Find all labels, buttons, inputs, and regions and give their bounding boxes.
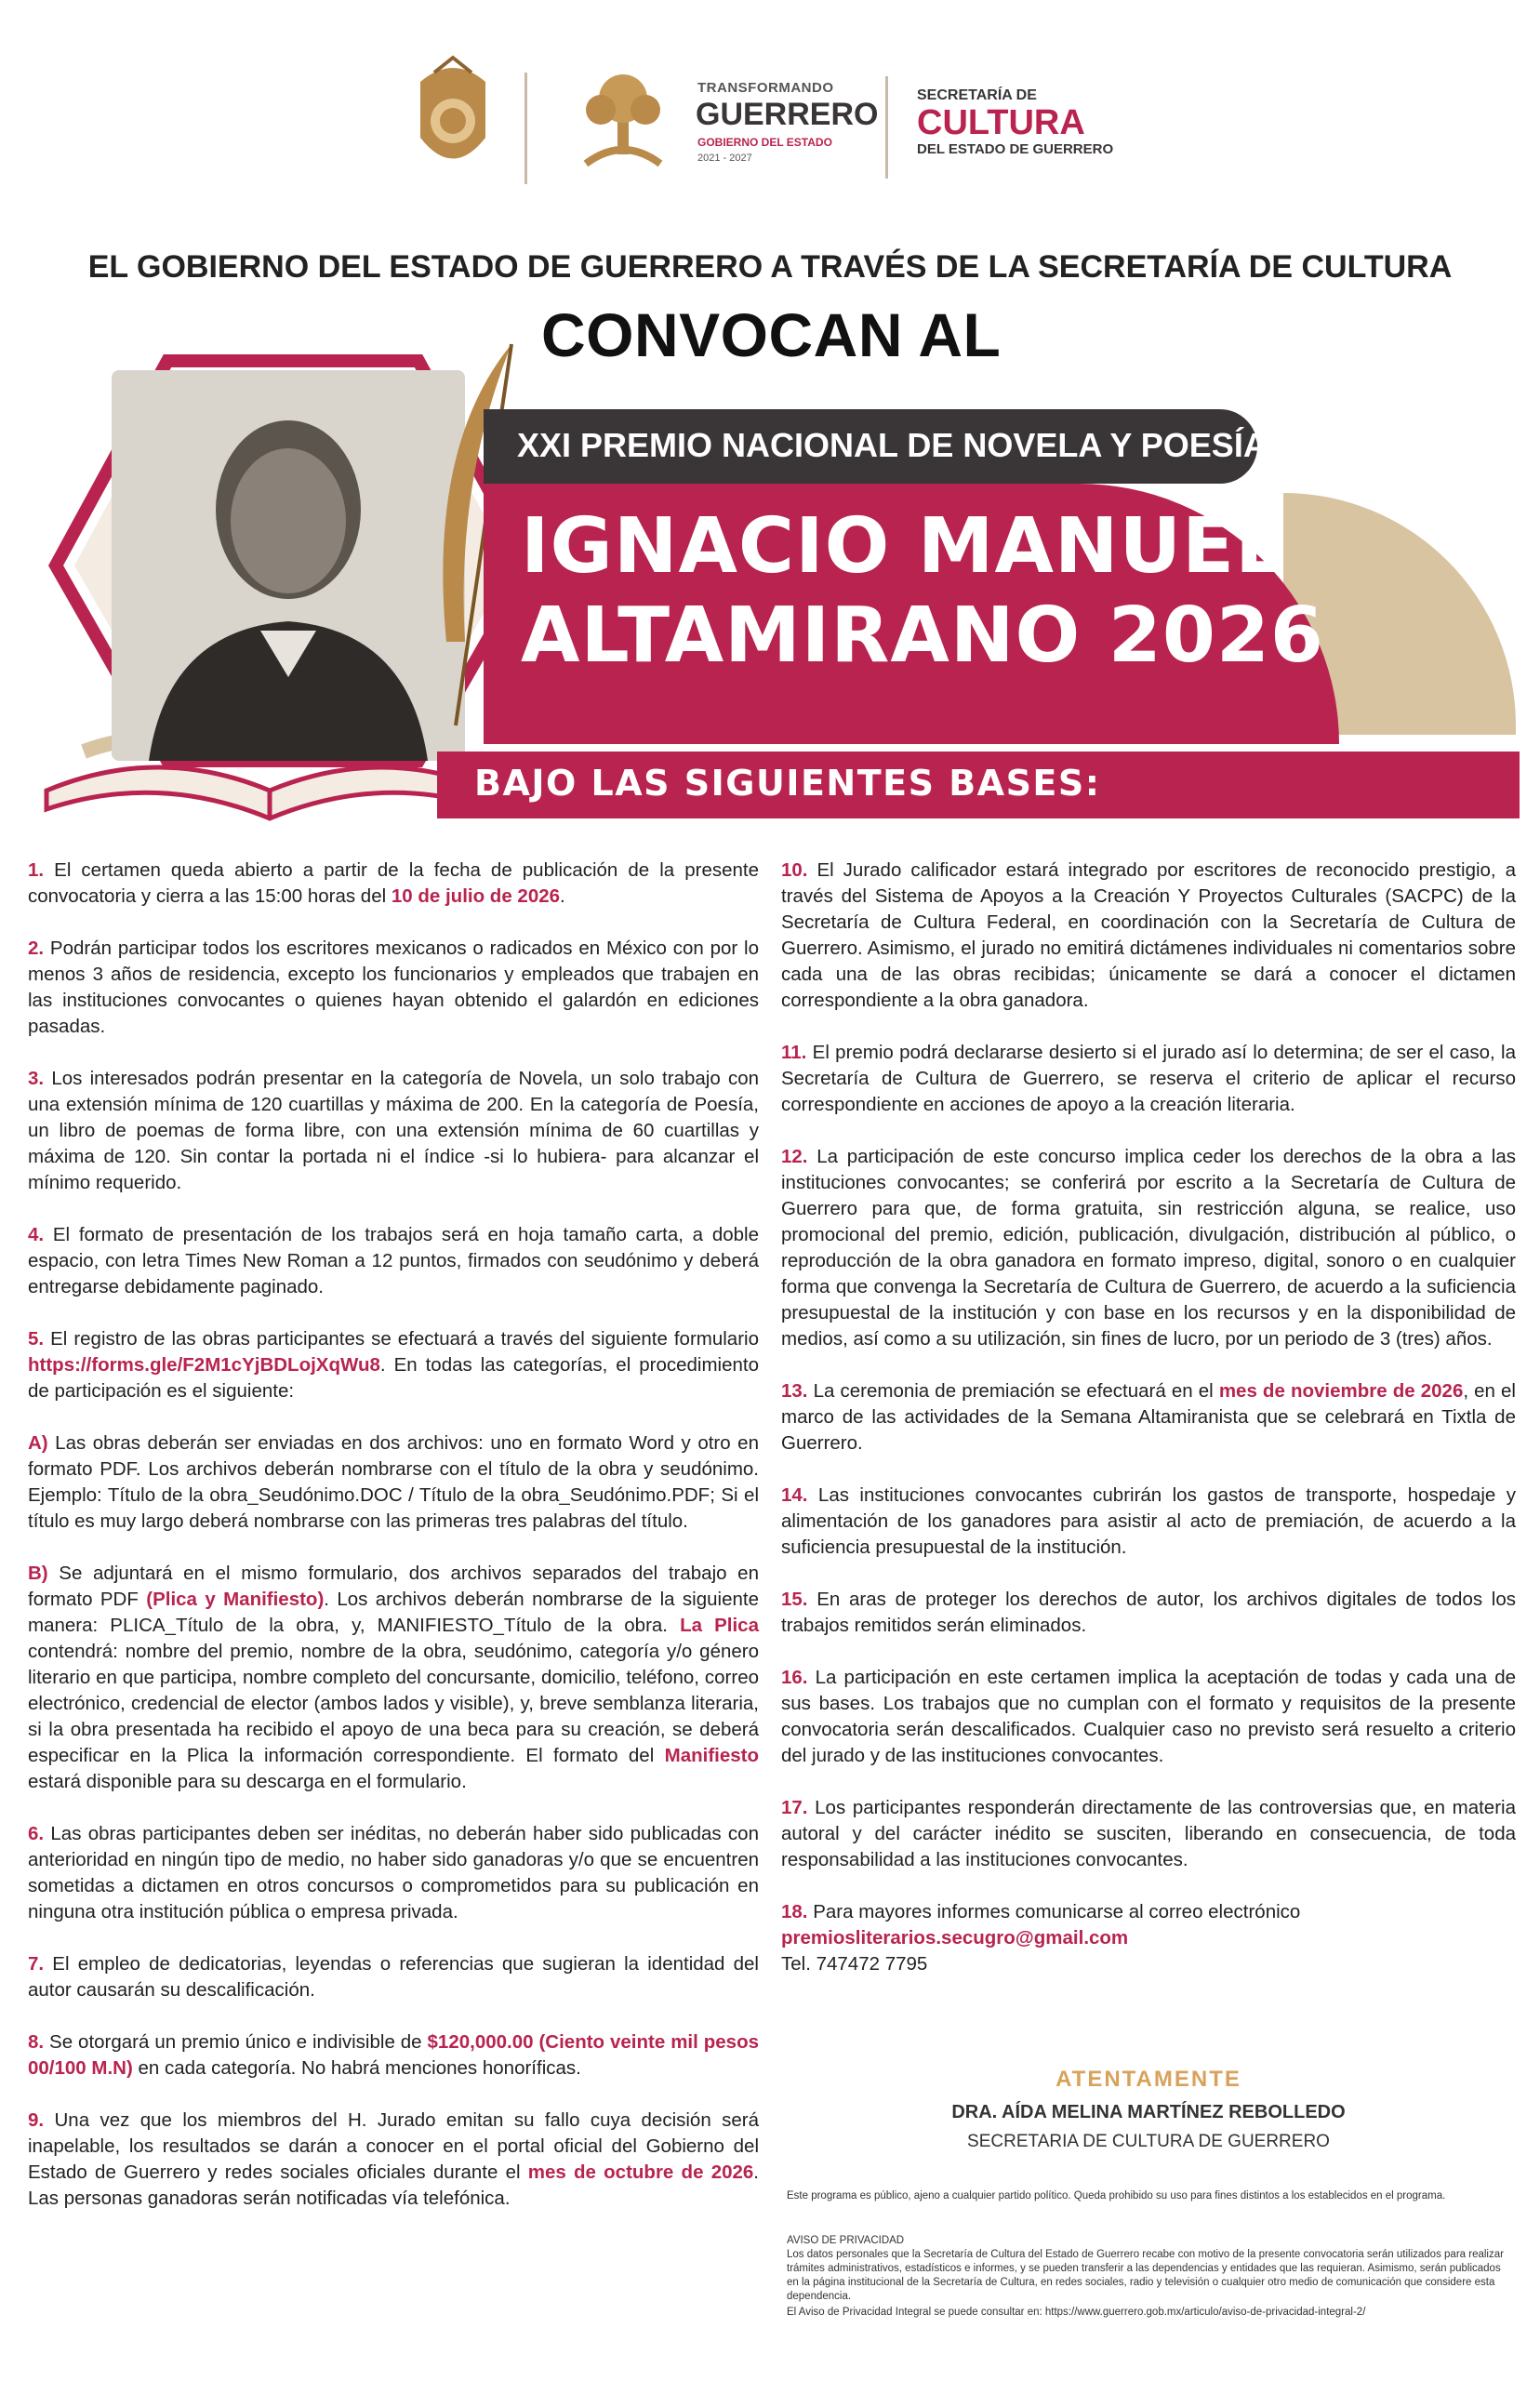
base-text: El formato de presentación de los trabajos será en hoja tamaño carta, a doble espacio, con letra Times New Roman a 12 puntos, firmados con seudónimo y deberá entregarse debidamente paginado.: [28, 1224, 759, 1297]
base-number: 2.: [28, 938, 45, 959]
base-1: [28, 858, 759, 910]
base-number: 17.: [781, 1797, 808, 1818]
base-text: , en el marco de las actividades de la Semana Altamiranista que se celebrará en Tixtla de Guerrero.: [781, 1380, 1516, 1454]
base-number: B): [28, 1563, 48, 1584]
program-disclaimer: Este programa es público, ajeno a cualquier partido político. Queda prohibido su uso para fines distintos a los establecidos en el programa.: [787, 2190, 1446, 2201]
base-14: [781, 1483, 1516, 1561]
prize-amount: $120,000.00 (Ciento veinte mil pesos 00/100 M.N): [28, 2031, 759, 2079]
registration-form-link[interactable]: https://forms.gle/F2M1cYjBDLojXqWu8: [28, 1354, 380, 1376]
base-text: Los interesados podrán presentar en la categoría de Novela, un solo trabajo con una extensión mínima de 120 cuartillas y máxima de 200. En la categoría de Poesía, un libro de poemas de forma libre, con una extensión mínima de 60 cuartillas y máxima de 120. Sin contar la portada ni el índice -si lo hubiera- para alcanzar el mínimo requerido.: [28, 1068, 759, 1193]
base-number: 1.: [28, 859, 45, 881]
base-2: [28, 936, 759, 1040]
highlight: La Plica: [680, 1615, 759, 1636]
logo2-line3: GOBIERNO DEL ESTADO: [697, 136, 832, 149]
base-3: [28, 1066, 759, 1196]
base-8: [28, 2029, 759, 2082]
signatory-role: SECRETARIA DE CULTURA DE GUERRERO: [967, 2132, 1330, 2151]
base-17: [781, 1795, 1516, 1873]
base-7: [28, 1951, 759, 2003]
base-text: El premio podrá declararse desierto si el jurado así lo determina; de ser el caso, la Secretaría de Cultura de Guerrero, se reserva el criterio de aplicar el recurso correspondiente en acciones de apoyo a la creación literaria.: [781, 1042, 1516, 1115]
ceremony-date: mes de noviembre de 2026: [1218, 1380, 1464, 1402]
base-18: [781, 1899, 1516, 1977]
base-11: [781, 1040, 1516, 1118]
base-5b: [28, 1561, 759, 1795]
base-text: . Los archivos deberán nombrarse de la siguiente manera: PLICA_Título de la obra, y, MANIFIESTO_Título de la obra.: [28, 1589, 759, 1636]
logo2-line1: TRANSFORMANDO: [697, 80, 834, 96]
contact-email-link[interactable]: premiosliterarios.secugro@gmail.com: [781, 1927, 1129, 1949]
base-number: 3.: [28, 1068, 45, 1089]
base-number: 18.: [781, 1901, 808, 1922]
privacy-link[interactable]: El Aviso de Privacidad Integral se puede consultar en: https://www.guerrero.gob.mx/articulo/aviso-de-privacidad-integral-2/: [787, 2307, 1366, 2318]
base-text: En aras de proteger los derechos de autor, los archivos digitales de todos los trabajos remitidos serán eliminados.: [781, 1589, 1516, 1636]
base-number: 4.: [28, 1224, 45, 1245]
base-text: . Las personas ganadoras serán notificadas vía telefónica.: [28, 2162, 759, 2209]
base-text: La participación de este concurso implica ceder los derechos de la obra a las instituciones convocantes; se conferirá por escrito a la Secretaría de Cultura de Guerrero para que, de forma gratuita, sin restricción alguna, se realice, uso promocional del premio, edición, publicación, divulgación, distribución al público, o reproducción de la obra ganadora en formato impreso, digital, sonoro o en cualquier forma que convenga la Secretaría de Cultura de Guerrero, de acuerdo a la suficiencia presupuestal de la institución y con base en los recursos y en la disponibilidad de medios, así como a su utilización, sin fines de lucro, por un periodo de 3 (tres) años.: [781, 1146, 1516, 1350]
premio-heading: XXI PREMIO NACIONAL DE NOVELA Y POESÍA: [517, 426, 1268, 464]
base-number: 6.: [28, 1823, 45, 1844]
base-text: Una vez que los miembros del H. Jurado emitan su fallo cuya decisión será inapelable, los resultados se darán a conocer en el portal oficial del Gobierno del Estado de Guerrero y redes sociales oficiales durante el: [28, 2109, 759, 2183]
privacy-title: AVISO DE PRIVACIDAD: [787, 2235, 905, 2246]
contact-phone: Tel. 747472 7795: [781, 1953, 928, 1975]
base-number: 15.: [781, 1589, 808, 1610]
logo3-line3: DEL ESTADO DE GUERRERO: [917, 141, 1114, 157]
base-text: Podrán participar todos los escritores mexicanos o radicados en México con por lo menos 3 años de residencia, excepto los funcionarios y empleados que trabajen en las instituciones convocantes o quienes hayan obtenido el galardón en ediciones pasadas.: [28, 938, 759, 1037]
logo2-line4: 2021 - 2027: [697, 153, 752, 164]
secretaria-cultura-logo: [917, 87, 1159, 180]
base-6: [28, 1821, 759, 1925]
results-date: mes de octubre de 2026: [527, 2162, 754, 2183]
logo3-line2: CULTURA: [917, 103, 1085, 142]
tree-icon: [567, 61, 679, 182]
base-4: [28, 1222, 759, 1300]
base-text: Las instituciones convocantes cubrirán los gastos de transporte, hospedaje y alimentación de los ganadores para asistir al acto de premiación, de acuerdo a la suficiencia presupuestal de la institución.: [781, 1484, 1516, 1558]
base-number: 9.: [28, 2109, 45, 2131]
base-number: 13.: [781, 1380, 808, 1402]
base-number: 12.: [781, 1146, 808, 1167]
state-seal-logo: [402, 54, 504, 184]
base-15: [781, 1587, 1516, 1639]
highlight: (Plica y Manifiesto): [146, 1589, 325, 1610]
base-text: Para mayores informes comunicarse al correo electrónico: [807, 1901, 1301, 1922]
left-column: [28, 858, 759, 2238]
bases-heading: BAJO LAS SIGUIENTES BASES:: [474, 763, 1101, 804]
base-number: 11.: [781, 1042, 807, 1063]
base-text: El empleo de dedicatorias, leyendas o referencias que sugieran la identidad del autor causarán su descalificación.: [28, 1953, 759, 2001]
convocan-heading: CONVOCAN AL: [541, 300, 1002, 369]
base-12: [781, 1144, 1516, 1352]
base-text: El registro de las obras participantes se efectuará a través del siguiente formulario: [44, 1328, 759, 1350]
right-column: [781, 858, 1516, 2003]
government-heading: EL GOBIERNO DEL ESTADO DE GUERRERO A TRAVÉS DE LA SECRETARÍA DE CULTURA: [87, 249, 1453, 285]
base-text: .: [560, 885, 565, 907]
base-9: [28, 2108, 759, 2212]
transformando-guerrero-logo: [567, 61, 879, 182]
base-text: Las obras deberán ser enviadas en dos archivos: uno en formato Word y otro en formato PDF. Los archivos deberán nombrarse con el título de la obra y seudónimo. Ejemplo: Título de la obra_Seudónimo.DOC / Título de la obra_Seudónimo.PDF; Si el título es muy largo deberá nombrarse con las primeras tres palabras del título.: [28, 1432, 759, 1532]
base-number: 10.: [781, 859, 808, 881]
signatory-name: DRA. AÍDA MELINA MARTÍNEZ REBOLLEDO: [951, 2102, 1346, 2122]
logo2-line2: GUERRERO: [696, 97, 879, 132]
base-number: 16.: [781, 1667, 808, 1688]
base-text: en cada categoría. No habrá menciones honoríficas.: [132, 2057, 581, 2079]
seal-icon: [402, 54, 504, 184]
base-text: estará disponible para su descarga en el formulario.: [28, 1771, 467, 1792]
base-text: La ceremonia de premiación se efectuará en el: [807, 1380, 1219, 1402]
base-text: Las obras participantes deben ser inéditas, no deberán haber sido publicadas con anterioridad en ningún tipo de medio, no haber sido ganadoras y/o que se encuentren sometidas a dictamen en otros concursos o comprometidos para su publicación en ninguna otra institución pública o empresa privada.: [28, 1823, 759, 1922]
atentamente-label: ATENTAMENTE: [1055, 2067, 1241, 2092]
closing-date: 10 de julio de 2026: [391, 885, 561, 907]
title-line-2: ALTAMIRANO 2026: [521, 592, 1324, 680]
base-text: Se otorgará un premio único e indivisible de: [44, 2031, 428, 2053]
base-number: 8.: [28, 2031, 45, 2053]
base-text: El certamen queda abierto a partir de la fecha de publicación de la presente convocatoria y cierra a las 15:00 horas del: [28, 859, 759, 907]
logo3-line1: SECRETARÍA DE: [917, 87, 1037, 103]
base-text: . En todas las categorías, el procedimiento de participación es el siguiente:: [28, 1354, 759, 1402]
base-text: El Jurado calificador estará integrado por escritores de reconocido prestigio, a través del Sistema de Apoyos a la Creación Y Proyectos Culturales (SACPC) de la Secretaría de Cultura Federal, en coordinación con la Secretaría de Cultura de Guerrero. Asimismo, el jurado no emitirá dictámenes individuales ni comentarios sobre cada una de las obras recibidas; únicamente se dará a conocer el dictamen correspondiente a la obra ganadora.: [781, 859, 1516, 1011]
base-5: [28, 1326, 759, 1404]
base-number: 7.: [28, 1953, 45, 1975]
base-13: [781, 1378, 1516, 1457]
base-number: 14.: [781, 1484, 808, 1506]
base-text: La participación en este certamen implica la aceptación de todas y cada una de sus bases. Los trabajos que no cumplan con el formato y requisitos de la presente convocatoria serán descalificados. Cualquier caso no previsto será resuelto a criterio del jurado y de las instituciones convocantes.: [781, 1667, 1516, 1766]
base-text: Se adjuntará en el mismo formulario, dos archivos separados del trabajo en formato PDF: [28, 1563, 759, 1610]
base-number: 5.: [28, 1328, 45, 1350]
base-number: A): [28, 1432, 48, 1454]
highlight: Manifiesto: [664, 1745, 759, 1766]
base-16: [781, 1665, 1516, 1769]
base-text: Los participantes responderán directamente de las controversias que, en materia autoral y del carácter inédito se susciten, liberando en consecuencia, de toda responsabilidad a las instituciones convocantes.: [781, 1797, 1516, 1870]
base-text: contendrá: nombre del premio, nombre de la obra, seudónimo, categoría y/o género literario en que participa, nombre completo del concursante, domicilio, teléfono, correo electrónico, credencial de elector (ambos lados y visible), y, breve semblanza literaria, si la obra presentada ha recibido el apoyo de una beca para su creación, se deberá especificar en la Plica la información correspondiente. El formato del: [28, 1641, 759, 1766]
base-10: [781, 858, 1516, 1014]
privacy-text: Los datos personales que la Secretaría de Cultura del Estado de Guerrero recabe con motivo de la presente convocatoria serán utilizados para realizar trámites administrativos, estadísticos e informes, y se pueden transferir a las dependencias y entidades que las requieran. Asimismo, serán publicados en la página institucional de la Secretaría de Cultura, en redes sociales, radio y televisión o cualquier otro medio de comunicación que considere esta dependencia.: [787, 2249, 1504, 2302]
base-5a: [28, 1430, 759, 1535]
title-line-1: IGNACIO MANUEL: [521, 502, 1285, 591]
